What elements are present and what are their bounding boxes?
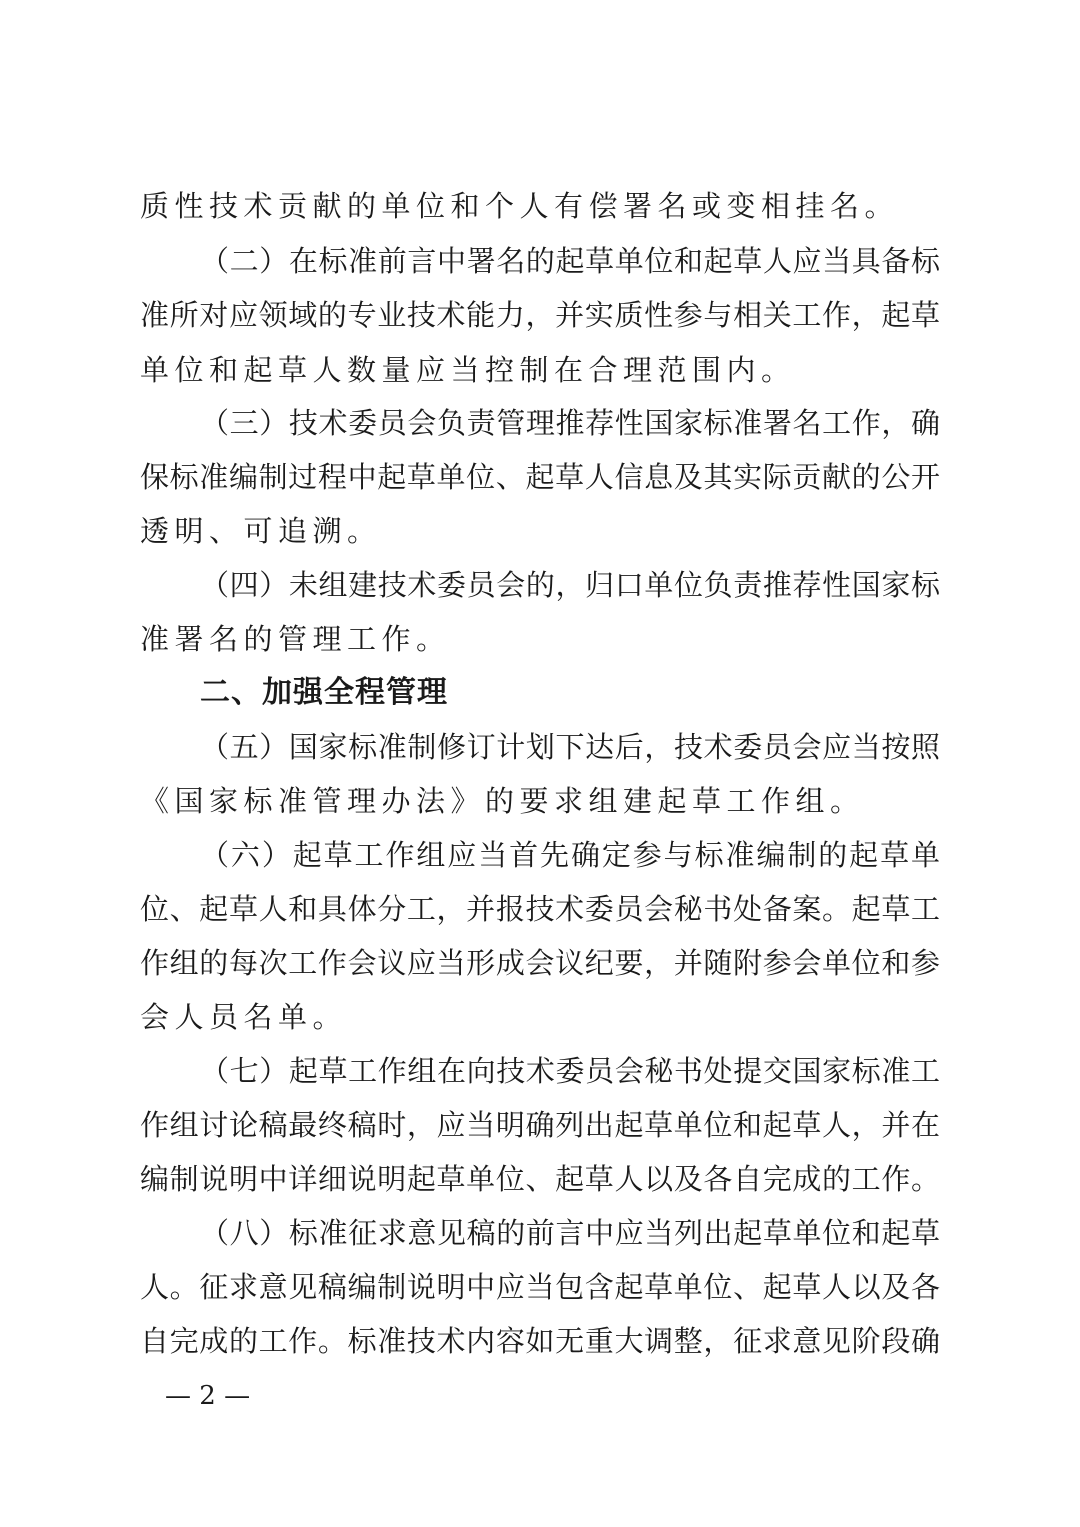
body-line: 准所对应领域的专业技术能力，并实质性参与相关工作，起草 — [140, 298, 940, 332]
body-line: 透明、可追溯。 — [140, 514, 382, 548]
body-line: 作组的每次工作会议应当形成会议纪要，并随附参会单位和参 — [140, 946, 940, 980]
body-line: 《国家标准管理办法》的要求组建起草工作组。 — [140, 784, 865, 818]
body-line: 编制说明中详细说明起草单位、起草人以及各自完成的工作。 — [140, 1162, 940, 1196]
body-line: 准署名的管理工作。 — [140, 622, 451, 656]
body-line: 单位和起草人数量应当控制在合理范围内。 — [140, 353, 796, 387]
body-line: 会人员名单。 — [140, 1000, 348, 1034]
body-line: 作组讨论稿最终稿时，应当明确列出起草单位和起草人，并在 — [140, 1108, 940, 1142]
body-line: （七）起草工作组在向技术委员会秘书处提交国家标准工 — [200, 1054, 940, 1088]
page-number: — 2 — — [165, 1381, 251, 1411]
section-heading: 二、加强全程管理 — [200, 675, 448, 710]
body-line: （五）国家标准制修订计划下达后，技术委员会应当按照 — [200, 730, 940, 764]
body-line: （六）起草工作组应当首先确定参与标准编制的起草单 — [200, 838, 940, 872]
body-line: （四）未组建技术委员会的，归口单位负责推荐性国家标 — [200, 568, 940, 602]
body-line: 人。征求意见稿编制说明中应当包含起草单位、起草人以及各 — [140, 1270, 940, 1304]
body-line: 位、起草人和具体分工，并报技术委员会秘书处备案。起草工 — [140, 892, 940, 926]
body-line: （二）在标准前言中署名的起草单位和起草人应当具备标 — [200, 244, 940, 278]
body-line: （三）技术委员会负责管理推荐性国家标准署名工作，确 — [200, 406, 940, 440]
body-line: （八）标准征求意见稿的前言中应当列出起草单位和起草 — [200, 1216, 940, 1250]
body-line: 质性技术贡献的单位和个人有偿署名或变相挂名。 — [140, 189, 900, 223]
body-line: 自完成的工作。标准技术内容如无重大调整，征求意见阶段确 — [140, 1324, 940, 1358]
body-line: 保标准编制过程中起草单位、起草人信息及其实际贡献的公开 — [140, 460, 940, 494]
